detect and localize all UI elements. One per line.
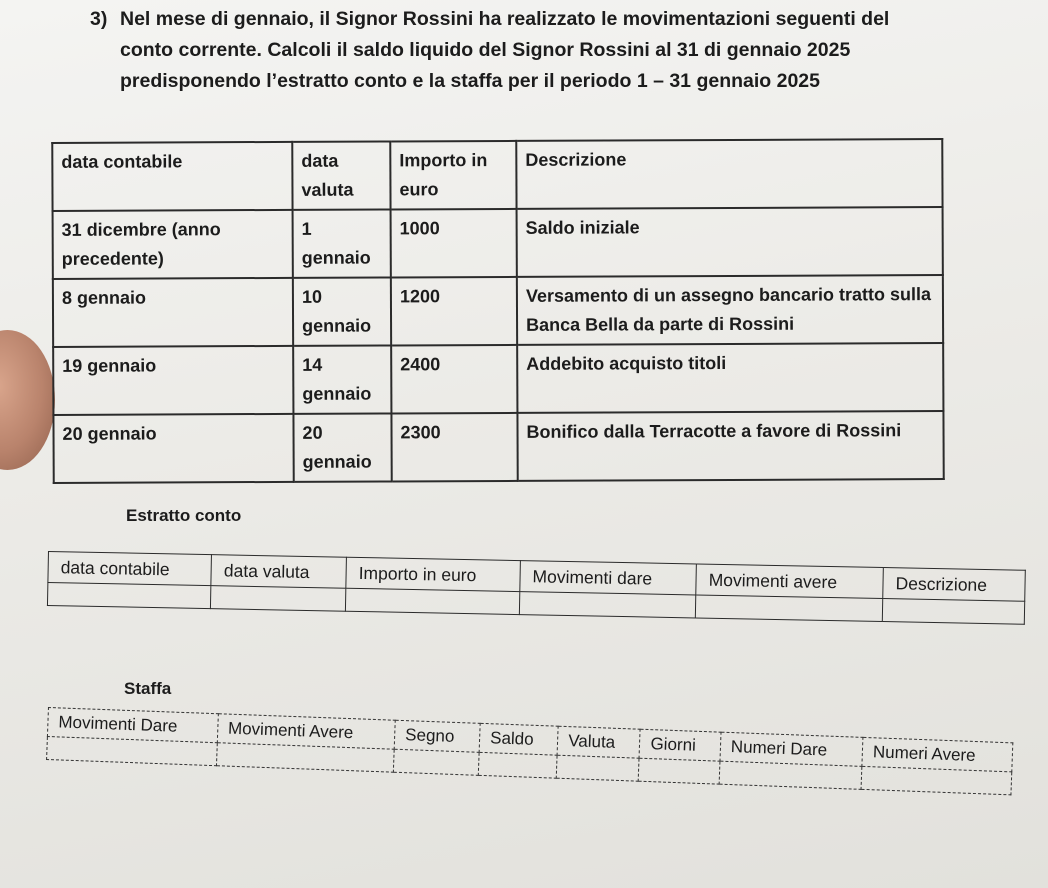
header-cell: Segno <box>394 720 480 752</box>
header-cell: Movimenti dare <box>520 561 697 595</box>
finger-photo-artifact <box>0 330 55 470</box>
empty-cell[interactable] <box>639 758 720 784</box>
table-header-row <box>52 139 942 211</box>
header-cell: Numeri Dare <box>720 732 863 766</box>
cell: 8 gennaio <box>53 278 293 347</box>
estratto-conto-table <box>47 551 1026 625</box>
empty-cell[interactable] <box>556 755 639 781</box>
header-cell: data valuta <box>211 555 346 589</box>
question-text <box>90 4 1030 97</box>
empty-cell[interactable] <box>47 736 217 765</box>
cell: 1 gennaio <box>293 209 391 277</box>
cell: 20 gennaio <box>293 413 391 481</box>
movements-table <box>51 138 944 484</box>
empty-cell[interactable] <box>519 592 696 618</box>
empty-cell[interactable] <box>861 766 1012 794</box>
table-row <box>53 207 943 279</box>
header-cell: data contabile <box>48 552 212 586</box>
header-cell: Importo in euro <box>346 557 520 591</box>
cell: 2300 <box>391 413 517 482</box>
question-line-2: conto corrente. Calcoli il saldo liquido del Signor Rossini al 31 di gennaio 2025 <box>120 39 851 61</box>
header-cell: Descrizione <box>883 568 1026 602</box>
cell: 19 gennaio <box>53 346 293 415</box>
header-cell: Movimenti Dare <box>47 708 218 743</box>
header-cell: Importo in euro <box>390 141 516 210</box>
header-cell: data valuta <box>292 141 390 209</box>
estratto-conto-caption: Estratto conto <box>126 506 242 525</box>
empty-cell[interactable] <box>47 583 211 609</box>
header-cell: Valuta <box>557 726 640 758</box>
cell: Addebito acquisto titoli <box>517 343 943 413</box>
cell: 14 gennaio <box>293 345 391 413</box>
cell: 10 gennaio <box>293 277 391 345</box>
header-cell: Movimenti avere <box>696 564 883 599</box>
cell: 20 gennaio <box>53 414 293 483</box>
cell: 31 dicembre (anno precedente) <box>53 210 293 279</box>
cell: Bonifico dalla Terracotte a favore di Rossini <box>517 411 943 481</box>
header-cell: data contabile <box>52 142 292 211</box>
question-line-3: predisponendo l’estratto conto e la staffa per il periodo 1 – 31 gennaio 2025 <box>120 70 821 92</box>
empty-cell[interactable] <box>211 586 346 612</box>
cell: 1200 <box>391 277 517 346</box>
cell: Saldo iniziale <box>517 207 943 277</box>
staffa-caption: Staffa <box>124 679 172 698</box>
header-cell: Numeri Avere <box>862 737 1013 771</box>
header-cell: Saldo <box>479 723 558 755</box>
header-cell: Movimenti Avere <box>217 714 395 749</box>
staffa-table <box>46 707 1013 795</box>
empty-cell[interactable] <box>345 588 519 614</box>
cell: 1000 <box>391 209 517 278</box>
question-line-1: Nel mese di gennaio, il Signor Rossini ha realizzato le movimentazioni seguenti del <box>120 8 890 30</box>
empty-cell[interactable] <box>478 752 557 778</box>
empty-cell[interactable] <box>393 749 479 775</box>
cell: 2400 <box>391 345 517 414</box>
table-row <box>53 275 943 347</box>
table-row <box>53 411 943 483</box>
question-number: 3) <box>90 8 108 30</box>
table-row <box>53 343 943 415</box>
cell: Versamento di un assegno bancario tratto sulla Banca Bella da parte di Rossini <box>517 275 943 345</box>
empty-cell[interactable] <box>719 761 862 789</box>
empty-cell[interactable] <box>695 595 882 622</box>
header-cell: Giorni <box>640 729 721 761</box>
empty-cell[interactable] <box>882 599 1024 625</box>
header-cell: Descrizione <box>516 139 942 209</box>
